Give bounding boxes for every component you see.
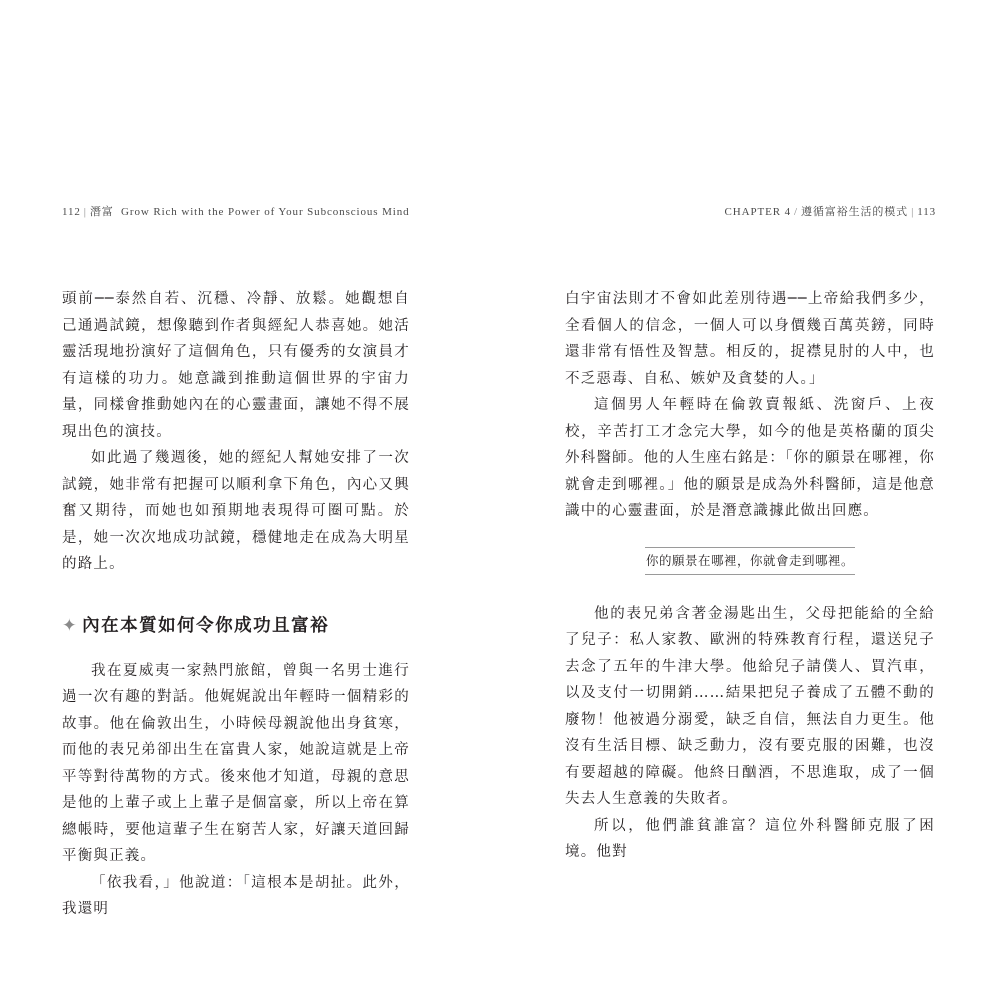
book-subtitle: Grow Rich with the Power of Your Subconscious Mind	[121, 206, 410, 218]
header-divider: |	[911, 206, 915, 218]
header-slash: /	[794, 206, 798, 218]
left-running-head	[62, 203, 410, 219]
body-paragraph: 白宇宙法則才不會如此差別待遇──上帝給我們多少，全看個人的信念，一個人可以身價幾百萬英鎊，同時還非常有悟性及智慧。相反的，捉襟見肘的人中，也不乏惡毒、自私、嫉妒及貪婪的人。」	[565, 291, 935, 387]
body-paragraph: 他的表兄弟含著金湯匙出生，父母把能給的全給了兒子：私人家教、歐洲的特殊教育行程，還送兒子去念了五年的牛津大學。他給兒子請僕人、買汽車，以及支付一切開銷……結果把兒子養成了五體不動的廢物！他被過分溺愛，缺乏自信，無法自力更生。他沒有生活目標、缺乏動力，沒有要克服的困難，也沒有要超越的障礙。他終日酗酒，不思進取，成了一個失去人生意義的失敗者。	[565, 605, 935, 807]
right-page-number: 113	[917, 206, 936, 218]
book-title: 潛富	[89, 206, 114, 218]
body-paragraph: 頭前──泰然自若、沉穩、冷靜、放鬆。她觀想自己通過試鏡，想像聽到作者與經紀人恭喜她。她活靈活現地扮演好了這個角色，只有優秀的女演員才有這樣的功力。她意識到推動這個世界的宇宙力量，同樣會推動她內在的心靈畫面，讓她不得不展現出色的演技。	[62, 291, 410, 440]
section-heading-text: 內在本質如何令你成功且富裕	[82, 615, 330, 636]
header-divider: |	[83, 206, 87, 218]
pull-quote: 你的願景在哪裡，你就會走到哪裡。	[645, 547, 855, 575]
body-paragraph: 如此過了幾週後，她的經紀人幫她安排了一次試鏡，她非常有把握可以順利拿下角色，內心又興奮又期待，而她也如預期地表現得可圈可點。於是，她一次次地成功試鏡，穩健地走在成為大明星的路上。	[62, 450, 410, 572]
section-ornament-icon: ✦	[62, 615, 79, 636]
left-page-body	[62, 286, 410, 923]
chapter-title: 遵循富裕生活的模式	[800, 206, 909, 218]
body-paragraph: 這個男人年輕時在倫敦賣報紙、洗窗戶、上夜校，辛苦打工才念完大學，如今的他是英格蘭的頂尖外科醫師。他的人生座右銘是：「你的願景在哪裡，你就會走到哪裡。」他的願景是成為外科醫師，這是他意識中的心靈畫面，於是潛意識據此做出回應。	[565, 397, 935, 519]
section-heading	[62, 612, 410, 640]
body-paragraph: 我在夏威夷一家熱門旅館，曾與一名男士進行過一次有趣的對話。他娓娓說出年輕時一個精彩的故事。他在倫敦出生，小時候母親說他出身貧寒，而他的表兄弟卻出生在富貴人家，她說這就是上帝平等對待萬物的方式。後來他才知道，母親的意思是他的上輩子或上上輩子是個富豪，所以上帝在算總帳時，要他這輩子生在窮苦人家，好讓天道回歸平衡與正義。	[62, 662, 410, 864]
body-paragraph: 「依我看，」他說道：「這根本是胡扯。此外，我還明	[62, 874, 410, 917]
right-page-body	[565, 286, 935, 866]
body-paragraph: 所以，他們誰貧誰富？這位外科醫師克服了困境。他對	[565, 817, 935, 860]
right-running-head	[725, 203, 936, 219]
left-page-number: 112	[62, 206, 81, 218]
chapter-label: CHAPTER 4	[724, 206, 792, 218]
